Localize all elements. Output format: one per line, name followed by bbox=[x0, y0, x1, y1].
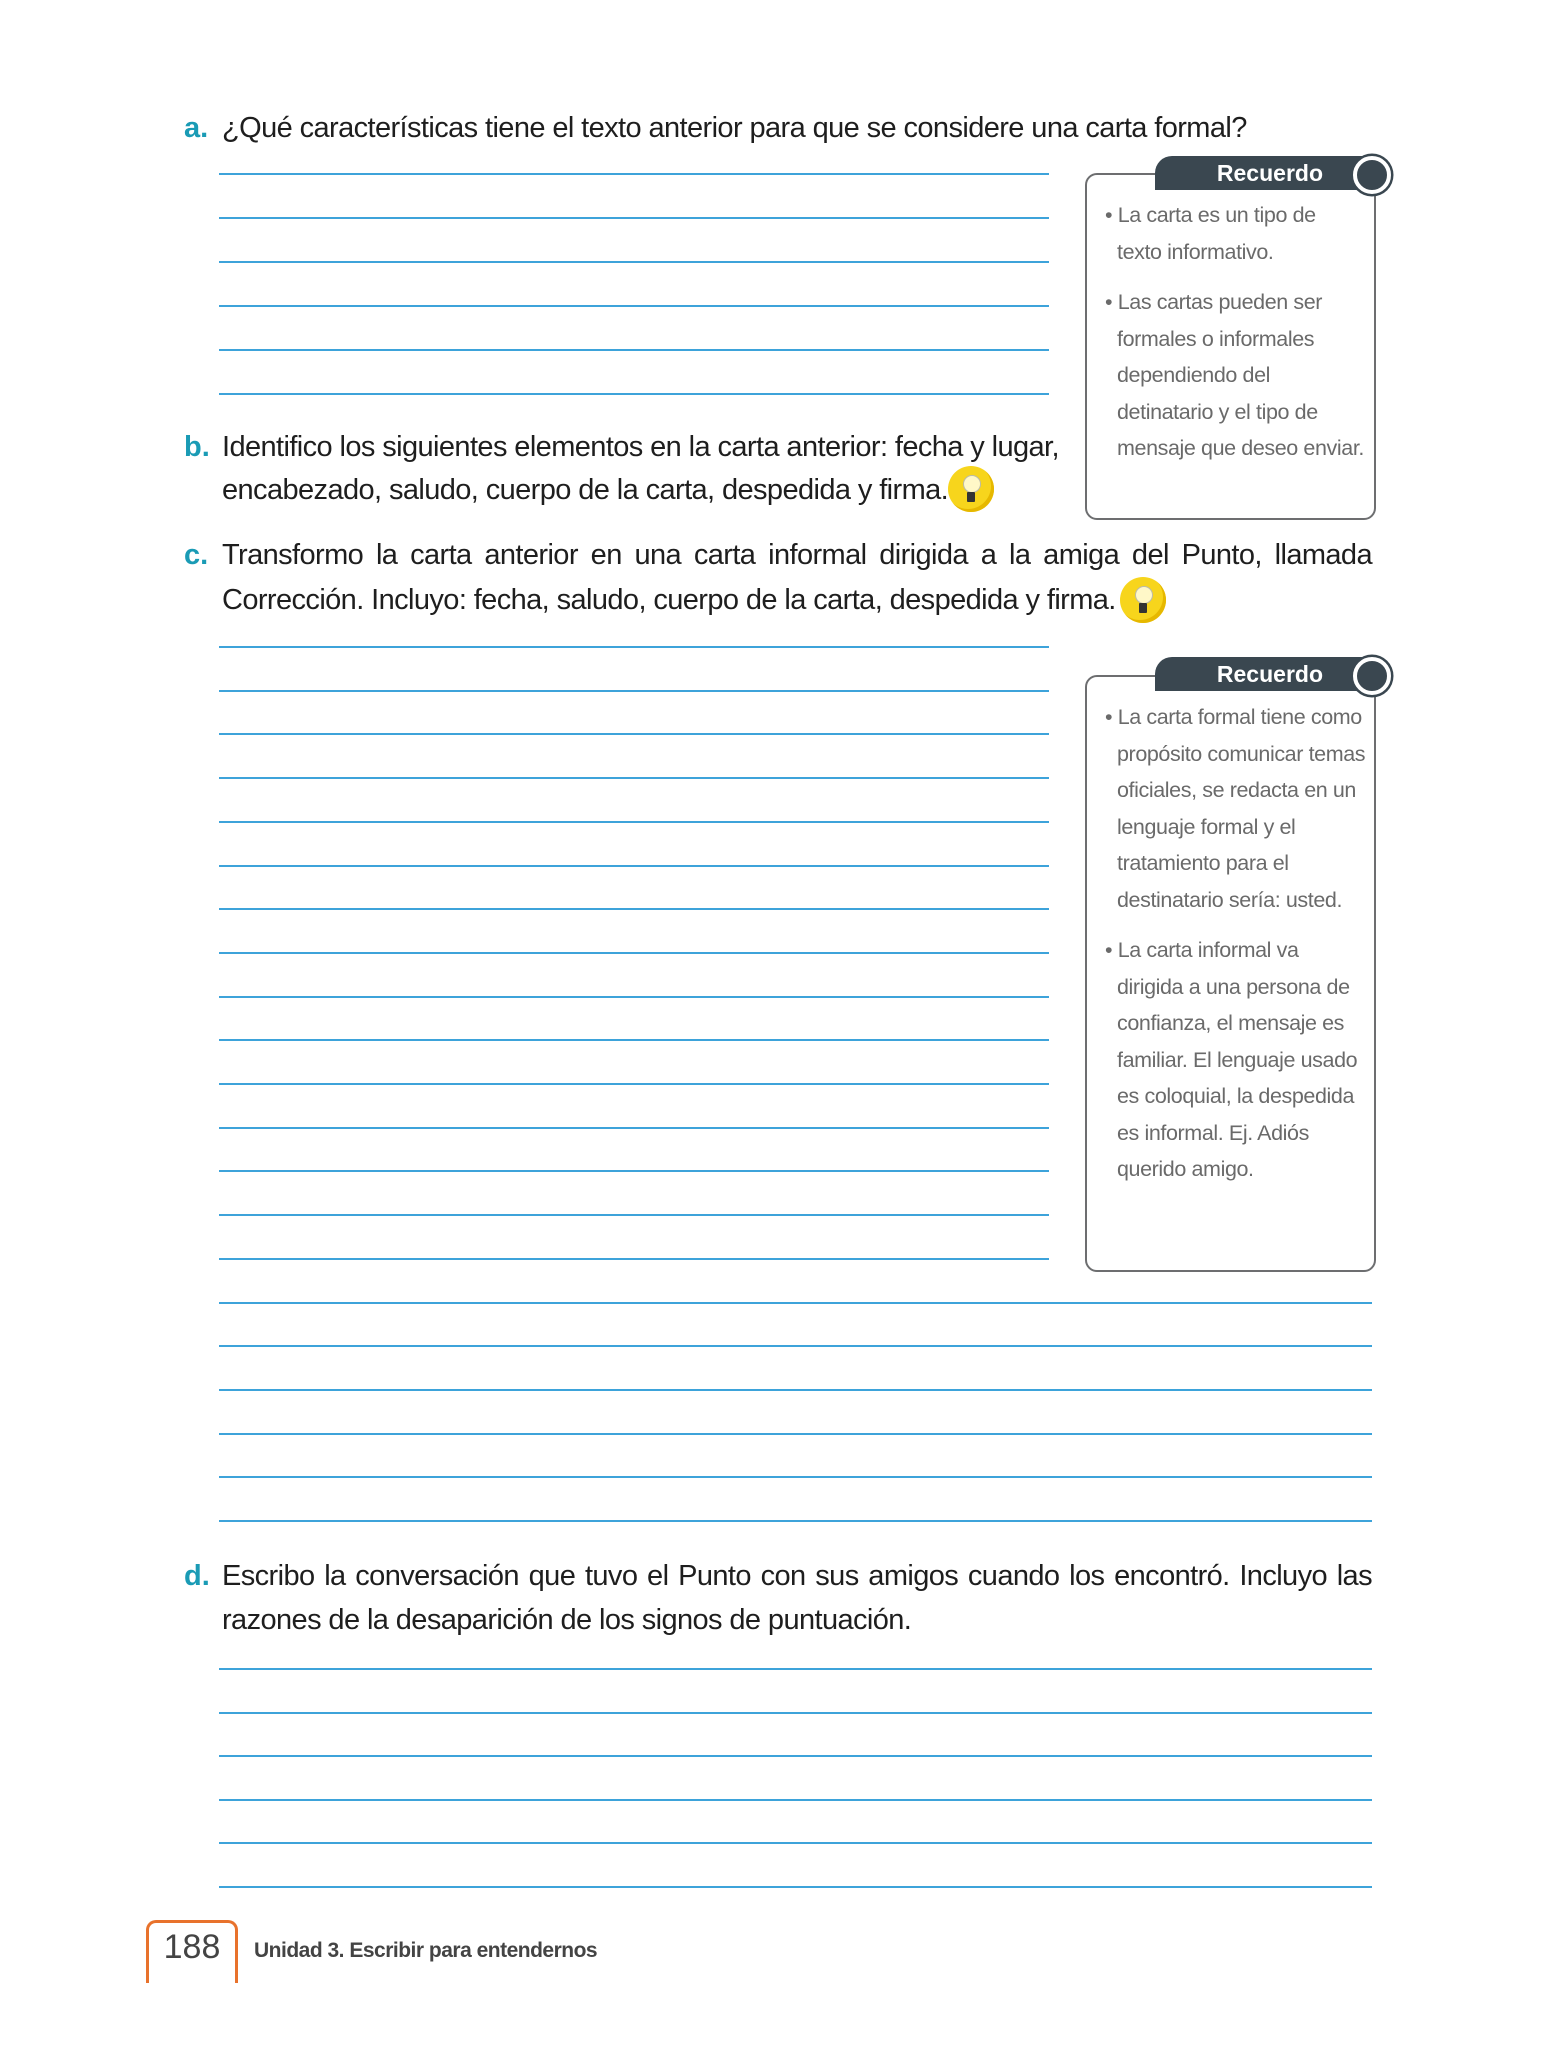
answer-line[interactable] bbox=[219, 1520, 1372, 1522]
answer-line[interactable] bbox=[219, 1083, 1049, 1085]
answer-line[interactable] bbox=[219, 908, 1049, 910]
question-a-text: ¿Qué características tiene el texto anterior para que se considere una carta formal? bbox=[222, 112, 1247, 144]
recuerdo-box-2 bbox=[1085, 675, 1376, 1272]
question-c-line1: Transformo la carta anterior en una carta informal dirigida a la amiga del Punto, llamada bbox=[222, 539, 1372, 571]
answer-line[interactable] bbox=[219, 1345, 1372, 1347]
answer-line[interactable] bbox=[219, 777, 1049, 779]
recuerdo-2-item: • La carta formal tiene como propósito comunicar temas oficiales, se redacta en un lenguaje formal y el tratamiento para el destinatario sería: usted. bbox=[1105, 705, 1366, 912]
recuerdo-2-header: Recuerdo bbox=[1155, 657, 1375, 691]
answer-line[interactable] bbox=[219, 952, 1049, 954]
recuerdo-ring-icon bbox=[1353, 657, 1391, 695]
question-d-line1: Escribo la conversación que tuvo el Punto con sus amigos cuando los encontró. Incluyo las bbox=[222, 1560, 1372, 1592]
question-d-line2: razones de la desaparición de los signos de puntuación. bbox=[222, 1604, 912, 1636]
question-c-line2: Corrección. Incluyo: fecha, saludo, cuerpo de la carta, despedida y firma. bbox=[222, 584, 1116, 616]
answer-line[interactable] bbox=[219, 1886, 1372, 1888]
answer-line[interactable] bbox=[219, 305, 1049, 307]
answer-line[interactable] bbox=[219, 1712, 1372, 1714]
question-c-label: c. bbox=[184, 539, 209, 571]
answer-line[interactable] bbox=[219, 261, 1049, 263]
answer-line[interactable] bbox=[219, 217, 1049, 219]
answer-line[interactable] bbox=[219, 393, 1049, 395]
answer-line[interactable] bbox=[219, 1258, 1049, 1260]
answer-line[interactable] bbox=[219, 349, 1049, 351]
answer-line[interactable] bbox=[219, 173, 1049, 175]
answer-line[interactable] bbox=[219, 733, 1049, 735]
answer-line[interactable] bbox=[219, 1668, 1372, 1670]
recuerdo-1-item: • Las cartas pueden ser formales o informales dependiendo del detinatario y el tipo de mensaje que deseo enviar. bbox=[1105, 290, 1364, 460]
answer-line[interactable] bbox=[219, 646, 1049, 648]
answer-line[interactable] bbox=[219, 1302, 1372, 1304]
question-b-line2: encabezado, saludo, cuerpo de la carta, despedida y firma. bbox=[222, 474, 949, 506]
answer-line[interactable] bbox=[219, 1842, 1372, 1844]
answer-line[interactable] bbox=[219, 1127, 1049, 1129]
answer-line[interactable] bbox=[219, 1799, 1372, 1801]
recuerdo-box-1 bbox=[1085, 173, 1376, 520]
question-b-label: b. bbox=[184, 431, 210, 463]
lightbulb-icon bbox=[1120, 577, 1166, 623]
answer-line[interactable] bbox=[219, 821, 1049, 823]
answer-line[interactable] bbox=[219, 996, 1049, 998]
answer-line[interactable] bbox=[219, 1389, 1372, 1391]
answer-line[interactable] bbox=[219, 865, 1049, 867]
recuerdo-2-item: • La carta informal va dirigida a una persona de confianza, el mensaje es familiar. El lenguaje usado es coloquial, la despedida es informal. Ej. Adiós querido amigo. bbox=[1105, 938, 1358, 1181]
answer-line[interactable] bbox=[219, 1433, 1372, 1435]
recuerdo-1-header: Recuerdo bbox=[1155, 156, 1375, 190]
unit-title: Unidad 3. Escribir para entendernos bbox=[254, 1939, 598, 1962]
answer-line[interactable] bbox=[219, 1214, 1049, 1216]
question-d-label: d. bbox=[184, 1560, 210, 1592]
answer-line[interactable] bbox=[219, 1755, 1372, 1757]
question-b-line1: Identifico los siguientes elementos en la carta anterior: fecha y lugar, bbox=[222, 431, 1059, 463]
recuerdo-1-list bbox=[1095, 197, 1365, 481]
answer-line[interactable] bbox=[219, 1170, 1049, 1172]
recuerdo-1-item: • La carta es un tipo de texto informativo. bbox=[1105, 203, 1316, 264]
answer-line[interactable] bbox=[219, 1039, 1049, 1041]
answer-line[interactable] bbox=[219, 690, 1049, 692]
answer-line[interactable] bbox=[219, 1476, 1372, 1478]
lightbulb-icon bbox=[948, 466, 994, 512]
question-a-label: a. bbox=[184, 112, 209, 144]
recuerdo-ring-icon bbox=[1353, 156, 1391, 194]
page-number: 188 bbox=[163, 1928, 221, 1966]
recuerdo-2-list bbox=[1095, 699, 1367, 1202]
